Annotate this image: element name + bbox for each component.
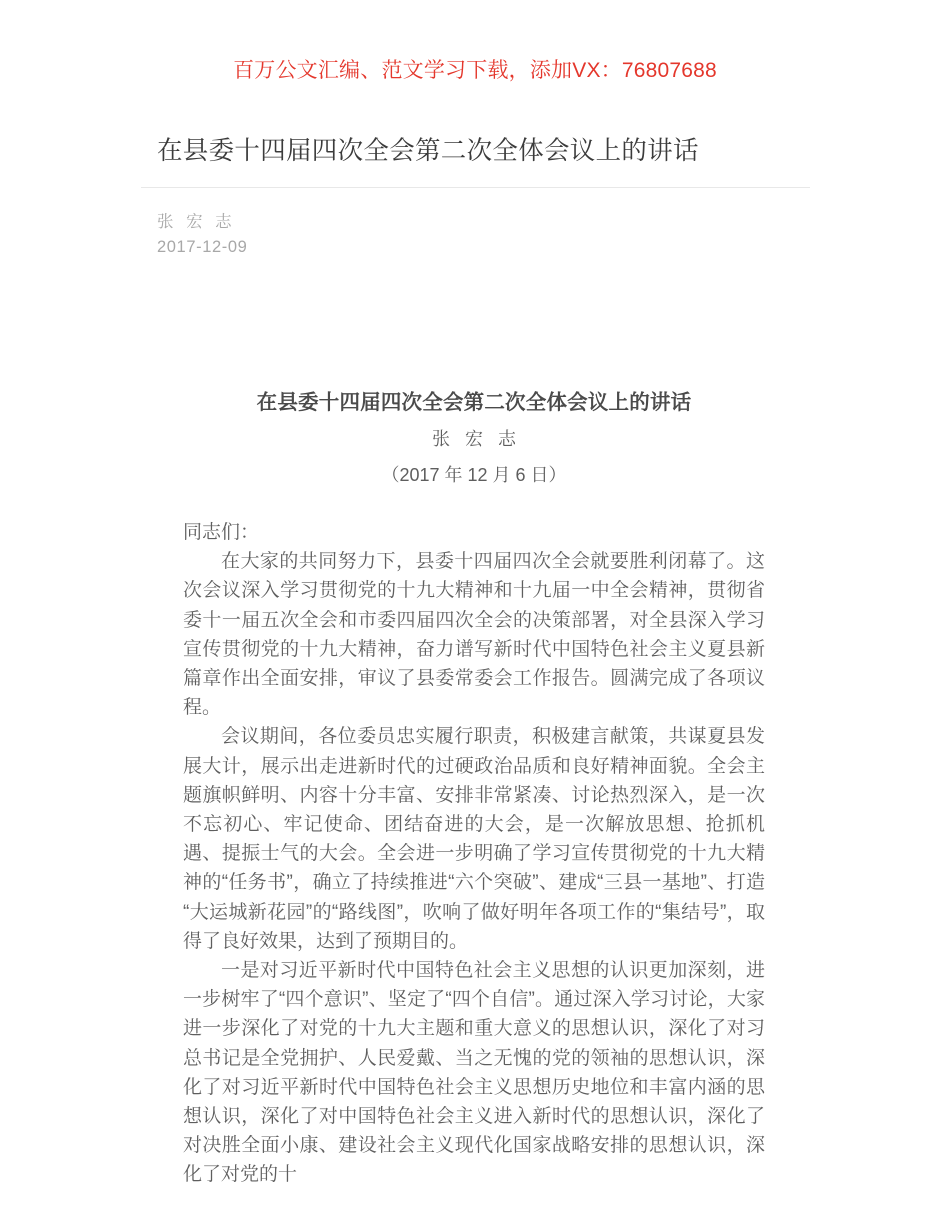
article-header: [141, 132, 810, 260]
publish-date: 2017-12-09: [157, 238, 248, 256]
paragraph: 会议期间，各位委员忠实履行职责，积极建言献策，共谋夏县发展大计，展示出走进新时代的过硬政治品质和良好精神面貌。全会主题旗帜鲜明、内容十分丰富、安排非常紧凑、讨论热烈深入，是一次不忘初心、牢记使命、团结奋进的大会，是一次解放思想、抢抓机遇、提振士气的大会。全会进一步明确了学习宣传贯彻党的十九大精神的“任务书”，确立了持续推进“六个突破”、建成“三县一基地”、打造“大运城新花园”的“路线图”，吹响了做好明年各项工作的“集结号”，取得了良好效果，达到了预期目的。: [183, 726, 765, 952]
document-paragraphs: [183, 518, 765, 1190]
document-date: （2017 年 12 月 6 日）: [381, 465, 567, 485]
paragraph: 在大家的共同努力下，县委十四届四次全会就要胜利闭幕了。这次会议深入学习贯彻党的十九大精神和十九届一中全会精神，贯彻省委十一届五次全会和市委四届四次全会的决策部署，对全县深入学习宣传贯彻党的十九大精神，奋力谱写新时代中国特色社会主义夏县新篇章作出全面安排，审议了县委常委会工作报告。圆满完成了各项议程。: [183, 551, 765, 719]
page-title: 在县委十四届四次全会第二次全体会议上的讲话: [157, 137, 699, 165]
paragraph-salutation: 同志们：: [183, 522, 260, 543]
author-name: 张 宏 志: [157, 213, 236, 231]
document-body: [183, 388, 765, 1190]
promo-banner-text: 百万公文汇编、范文学习下载，添加VX：76807688: [233, 59, 717, 82]
document-title: 在县委十四届四次全会第二次全体会议上的讲话: [256, 391, 692, 414]
header-divider: [141, 187, 810, 188]
document-author: 张 宏 志: [431, 429, 521, 449]
article-meta: [141, 210, 810, 260]
paragraph: 一是对习近平新时代中国特色社会主义思想的认识更加深刻，进一步树牢了“四个意识”、坚定了“四个自信”。通过深入学习讨论，大家进一步深化了对党的十九大主题和重大意义的思想认识，深化了对习总书记是全党拥护、人民爱戴、当之无愧的党的领袖的思想认识，深化了对习近平新时代中国特色社会主义思想历史地位和丰富内涵的思想认识，深化了对中国特色社会主义进入新时代的思想认识，深化了对决胜全面小康、建设社会主义现代化国家战略安排的思想认识，深化了对党的十: [183, 960, 765, 1186]
